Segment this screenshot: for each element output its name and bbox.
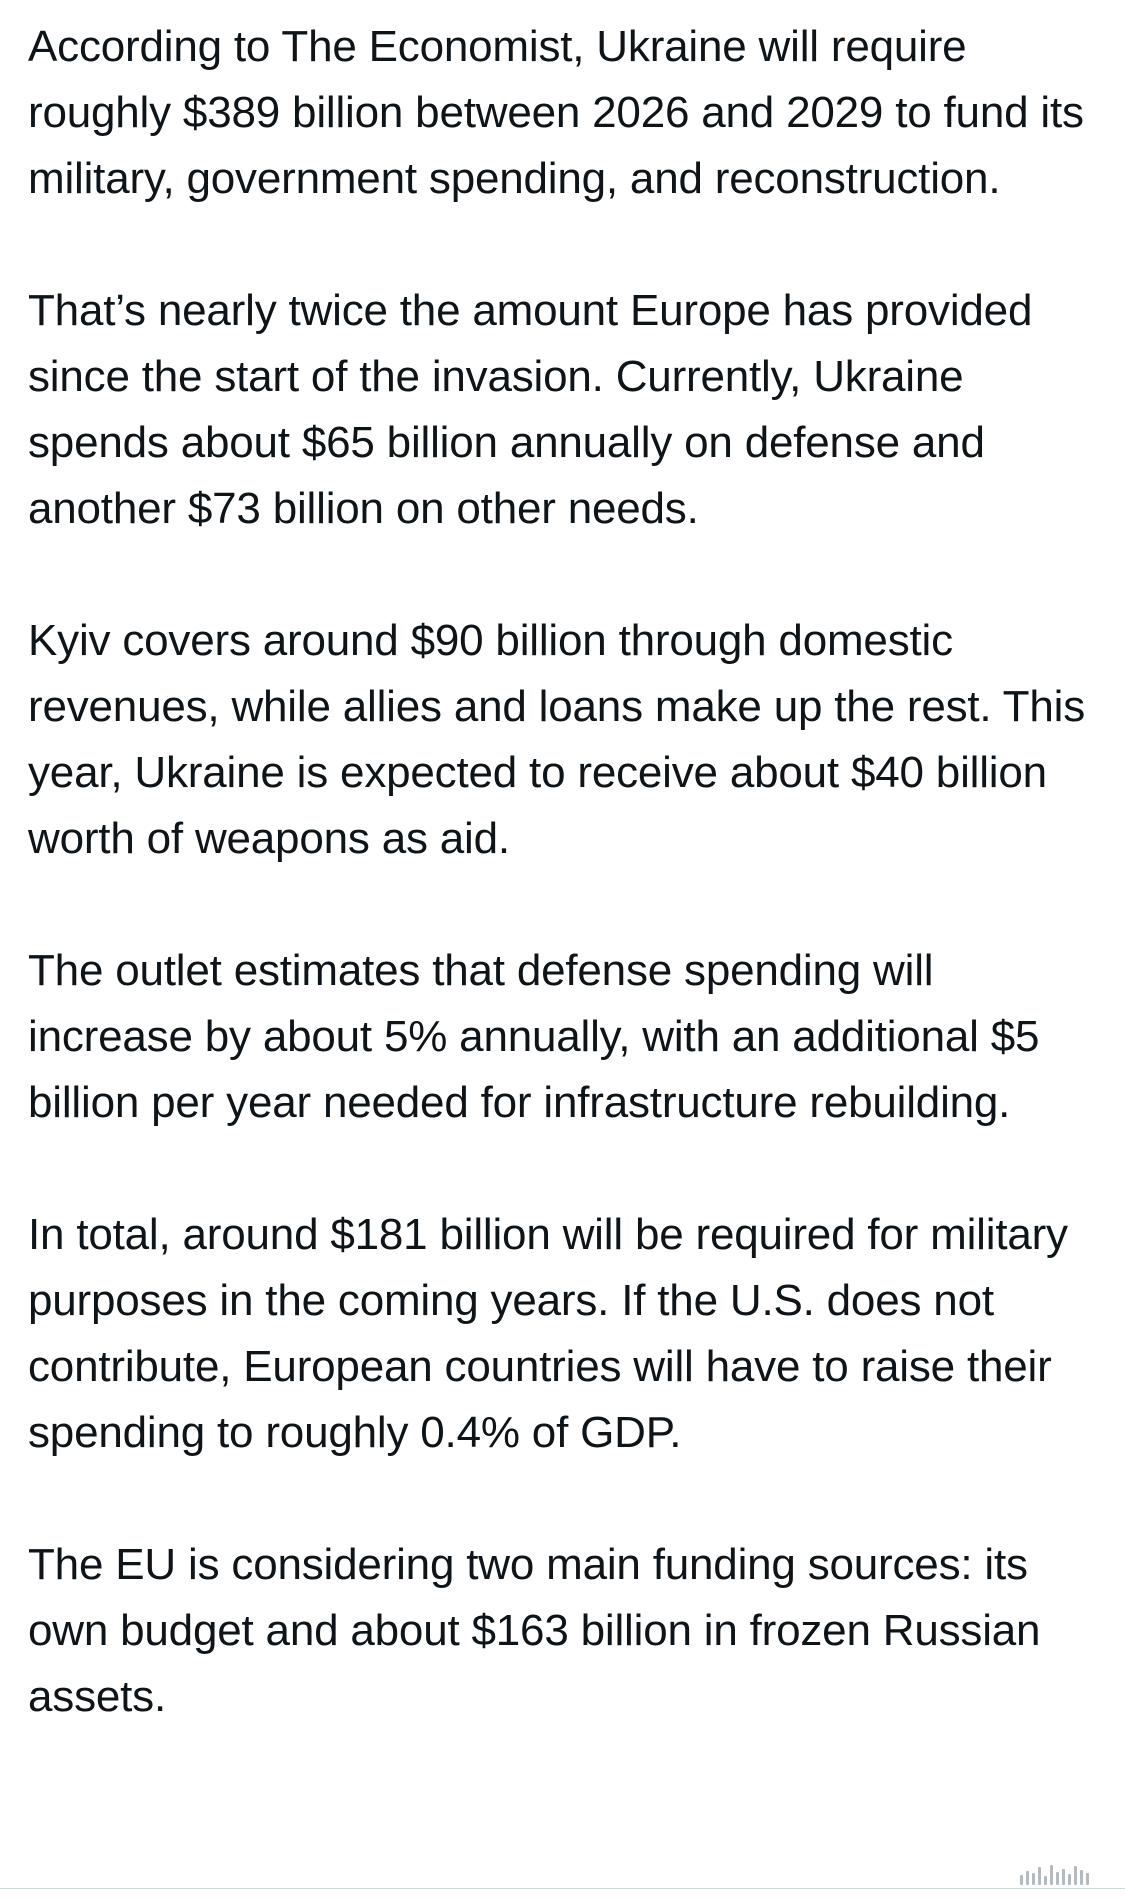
post-paragraph-4: The outlet estimates that defense spending will increase by about 5% annually, with an additional $5 billion per year needed for infrastructure rebuilding. [28,946,1040,1127]
post-paragraph-3: Kyiv covers around $90 billion through domestic revenues, while allies and loans make up the rest. This year, Ukraine is expected to receive about $40 billion worth of weapons as aid. [28,616,1085,863]
watermark-logo-icon [1020,1863,1089,1885]
post-paragraph-1: According to The Economist, Ukraine will require roughly $389 billion between 2026 and 2029 to fund its military, government spending, and reconstruction. [28,22,1084,203]
post-body [28,14,1108,1730]
post-paragraph-2: That’s nearly twice the amount Europe has provided since the start of the invasion. Currently, Ukraine spends about $65 billion annually on defense and another $73 billion on other needs. [28,286,1033,533]
bottom-divider [0,1888,1125,1889]
post-paragraph-5: In total, around $181 billion will be required for military purposes in the coming years. If the U.S. does not contribute, European countries will have to raise their spending to roughly 0.4% of GDP. [28,1210,1068,1457]
post-paragraph-6: The EU is considering two main funding sources: its own budget and about $163 billion in frozen Russian assets. [28,1540,1041,1721]
